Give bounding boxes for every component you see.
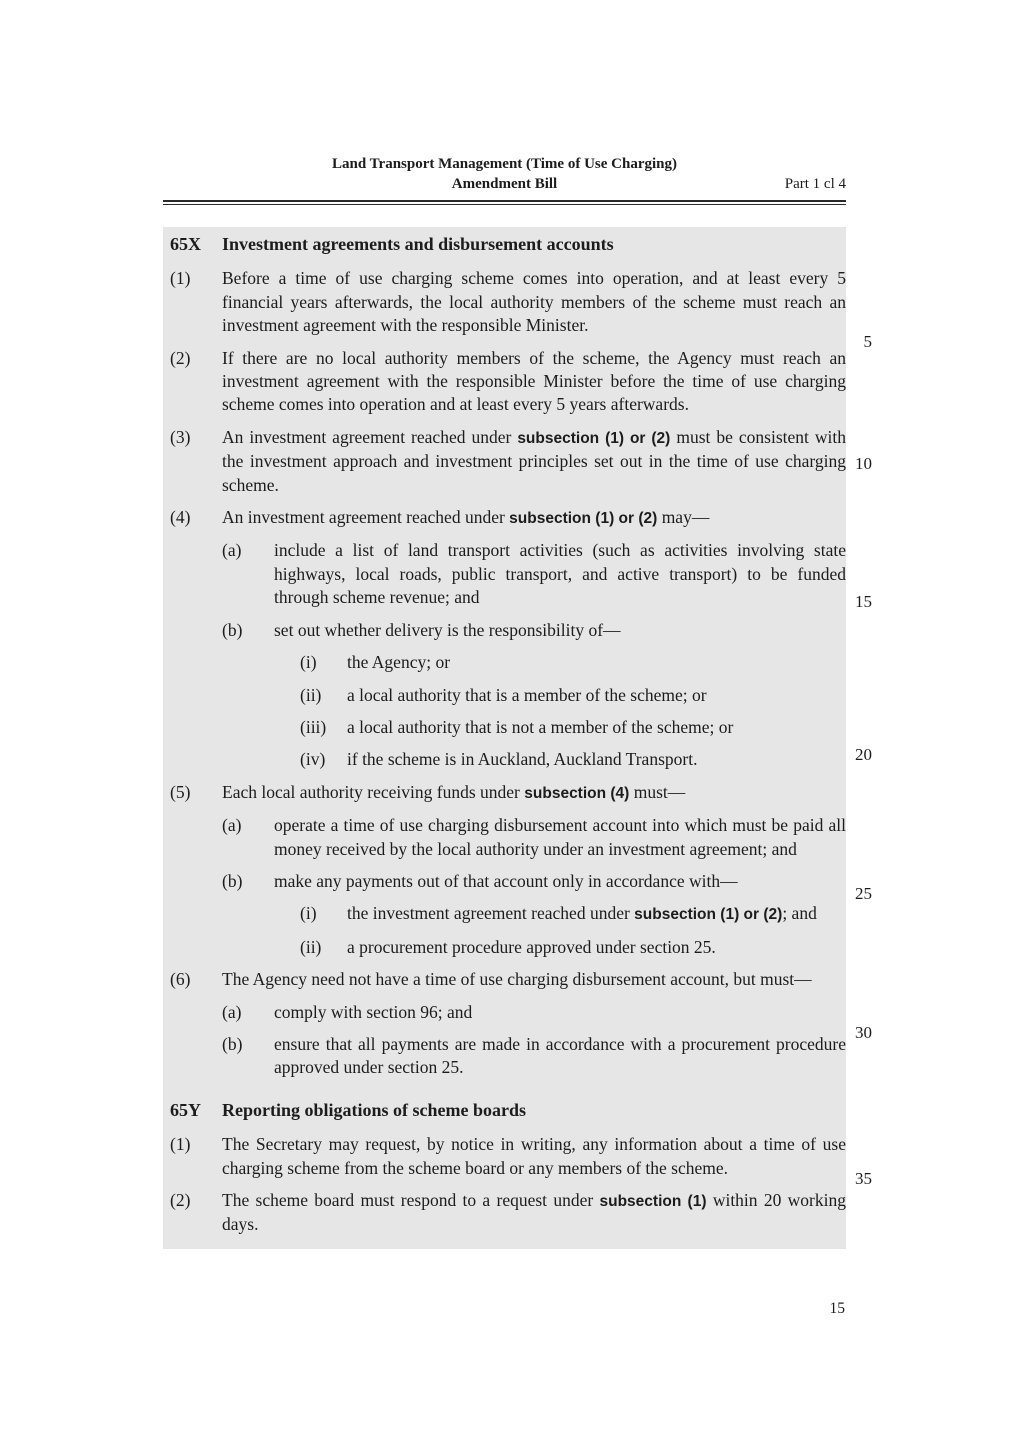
subparagraph-65X-5bii <box>300 936 846 959</box>
paragraph-65X-4b <box>222 619 846 642</box>
provision-text <box>222 506 846 530</box>
subparagraph-65X-5bi <box>300 902 846 926</box>
provision-65X-5 <box>163 781 846 805</box>
margin-line-number: 15 <box>855 592 872 611</box>
section-65X-heading <box>163 233 846 256</box>
provision-label: (2) <box>170 1190 191 1210</box>
text-segment: the investment agreement reached under <box>347 903 635 924</box>
provision-label: (4) <box>170 507 191 528</box>
part-clause-reference: Part 1 cl 4 <box>784 176 846 192</box>
paragraph-label: (a) <box>222 815 242 836</box>
subparagraph-label: (ii) <box>300 936 322 957</box>
provision-label: (2) <box>170 347 191 368</box>
margin-line-number: 10 <box>855 454 872 473</box>
provision-text: The Secretary may request, by notice in writing, any information about a time of use charging scheme from the scheme board or any members of the scheme. <box>222 1134 846 1178</box>
cross-reference: subsection (1) or (2) <box>509 510 658 528</box>
cross-reference: subsection (1) or (2) <box>634 906 783 924</box>
provision-65X-6 <box>163 968 846 991</box>
text-segment: The scheme board must respond to a request under <box>222 1190 600 1210</box>
subparagraph-label: (ii) <box>300 684 322 705</box>
paragraph-text: comply with section 96; and <box>274 1001 473 1022</box>
cross-reference: subsection (1) or (2) <box>517 429 671 447</box>
subparagraph-text: if the scheme is in Auckland, Auckland Transport. <box>347 749 698 770</box>
text-segment: Each local authority receiving funds under <box>222 781 525 802</box>
subparagraph-text: a local authority that is not a member of the scheme; or <box>347 716 734 737</box>
section-65Y-heading <box>163 1099 846 1122</box>
subparagraph-text <box>347 902 846 926</box>
margin-line-number: 20 <box>855 745 872 764</box>
bill-title-line2: Amendment Bill <box>451 176 558 192</box>
margin-line-number: 35 <box>855 1169 872 1188</box>
paragraph-text: set out whether delivery is the responsibility of— <box>274 619 621 640</box>
provision-65X-2 <box>163 347 846 417</box>
section-title: Reporting obligations of scheme boards <box>222 1099 527 1120</box>
subparagraph-65X-4bi <box>300 651 846 674</box>
provision-text <box>222 426 846 497</box>
header-rule <box>163 200 846 205</box>
text-segment: must— <box>629 781 686 802</box>
amendment-text-block <box>163 227 846 1249</box>
subparagraph-label: (iii) <box>300 716 327 737</box>
text-segment: within 20 working days. <box>222 1190 846 1235</box>
provision-text <box>222 1189 846 1237</box>
section-number: 65Y <box>170 1099 201 1120</box>
subparagraph-65X-4bii <box>300 684 846 707</box>
subparagraph-label: (i) <box>300 903 317 924</box>
paragraph-text: include a list of land transport activities (such as activities involving state highways, local roads, public transport, and active transport) to be funded through scheme revenue; and <box>274 540 846 608</box>
subparagraph-text: a procurement procedure approved under section 25. <box>347 936 716 957</box>
text-segment: ; and <box>782 903 817 924</box>
provision-label: (1) <box>170 268 191 289</box>
paragraph-label: (b) <box>222 1033 243 1054</box>
provision-text: If there are no local authority members of the scheme, the Agency must reach an investment agreement with the responsible Minister before the time of use charging scheme comes into operation and at least every 5 years afterwards. <box>222 347 846 415</box>
margin-line-number: 5 <box>863 332 872 351</box>
paragraph-65X-6a <box>222 1001 846 1024</box>
paragraph-65X-6b <box>222 1033 846 1080</box>
bill-title-line1: Land Transport Management (Time of Use Charging) <box>332 156 677 172</box>
provision-65X-4 <box>163 506 846 530</box>
provision-text: Before a time of use charging scheme comes into operation, and at least every 5 financial years afterwards, the local authority members of the scheme must reach an investment agreement with the responsible Minister. <box>222 268 846 336</box>
text-segment: must be consistent with the investment approach and investment principles set out in the time of use charging scheme. <box>222 426 846 495</box>
provision-65X-3 <box>163 426 846 497</box>
provision-65X-1 <box>163 267 846 337</box>
provision-label: (5) <box>170 781 191 802</box>
paragraph-label: (b) <box>222 870 243 891</box>
subparagraph-label: (i) <box>300 652 317 673</box>
cross-reference: subsection (4) <box>524 784 630 802</box>
text-segment: An investment agreement reached under <box>222 426 518 447</box>
section-number: 65X <box>170 234 201 254</box>
margin-line-number: 25 <box>855 884 872 903</box>
provision-65Y-1 <box>163 1133 846 1180</box>
paragraph-label: (b) <box>222 619 243 640</box>
paragraph-text: operate a time of use charging disbursement account into which must be paid all money received by the local authority under an investment agreement; and <box>274 815 846 859</box>
margin-line-number: 30 <box>855 1023 872 1042</box>
provision-label: (6) <box>170 969 191 990</box>
paragraph-65X-5b <box>222 870 846 893</box>
paragraph-65X-4a <box>222 539 846 609</box>
provision-65Y-2 <box>163 1189 846 1237</box>
running-header <box>163 155 846 205</box>
provision-text <box>222 781 846 805</box>
subparagraph-text: a local authority that is a member of the scheme; or <box>347 684 707 705</box>
page-number: 15 <box>829 1300 845 1317</box>
paragraph-65X-5a <box>222 814 846 861</box>
subparagraph-label: (iv) <box>300 749 326 770</box>
text-segment: may— <box>657 507 710 528</box>
paragraph-label: (a) <box>222 540 242 561</box>
subparagraph-65X-4biv <box>300 748 846 771</box>
text-segment: An investment agreement reached under <box>222 507 510 528</box>
provision-label: (1) <box>170 1134 191 1155</box>
bill-title-line2-row <box>163 175 846 194</box>
paragraph-label: (a) <box>222 1001 242 1022</box>
subparagraph-65X-4biii <box>300 716 846 739</box>
provision-label: (3) <box>170 426 191 447</box>
section-title: Investment agreements and disbursement accounts <box>222 234 614 254</box>
cross-reference: subsection (1) <box>599 1193 707 1210</box>
paragraph-text: ensure that all payments are made in accordance with a procurement procedure approved under section 25. <box>274 1033 846 1078</box>
paragraph-text: make any payments out of that account only in accordance with— <box>274 870 738 891</box>
provision-text: The Agency need not have a time of use charging disbursement account, but must— <box>222 969 812 990</box>
subparagraph-text: the Agency; or <box>347 652 451 673</box>
